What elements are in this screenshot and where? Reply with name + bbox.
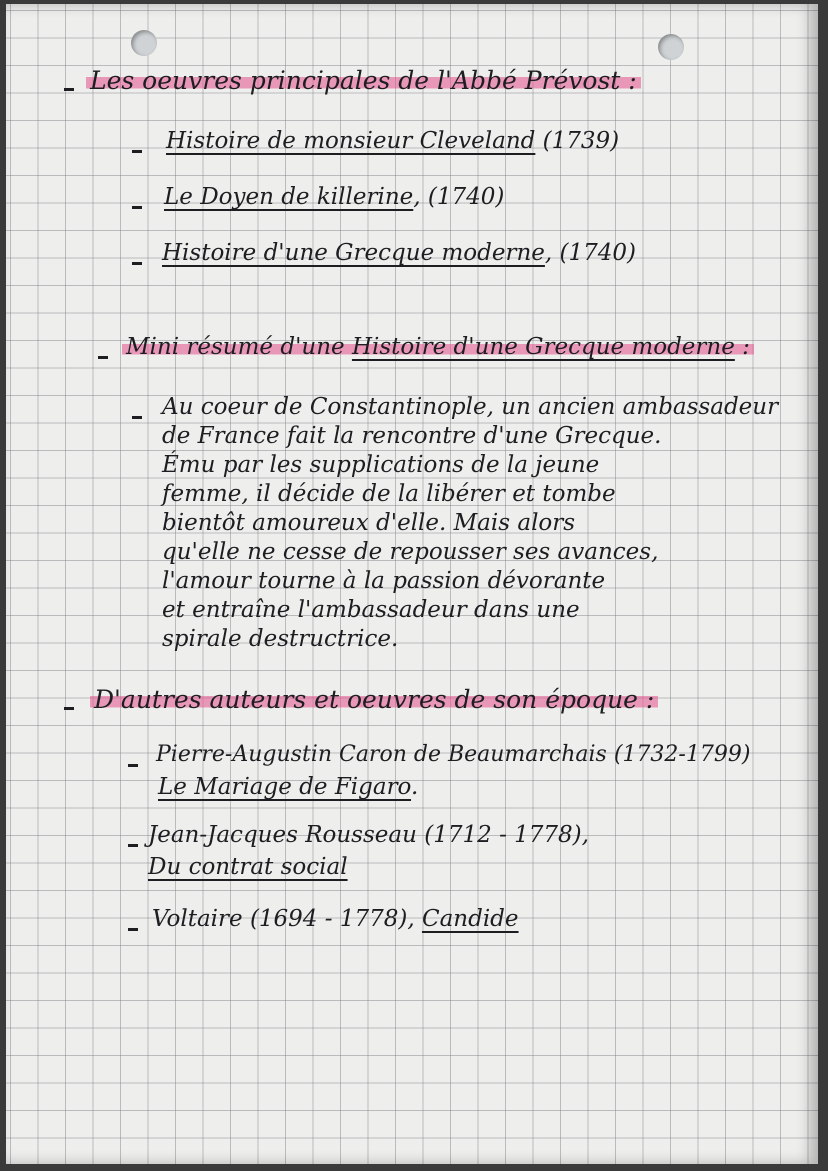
- bullet-dash: [98, 356, 108, 359]
- work-date: (1739): [542, 128, 620, 154]
- bullet-dash: [128, 928, 138, 931]
- bullet-dash: [132, 416, 142, 419]
- summary-line: l'amour tourne à la passion dévorante: [162, 568, 606, 594]
- work-title: Le Doyen de killerine: [164, 184, 414, 210]
- author-entry: [152, 906, 519, 932]
- list-item: Histoire d'une Grecque moderne, (1740): [162, 240, 637, 266]
- author-name: Pierre-Augustin Caron de Beaumarchais: [156, 742, 607, 767]
- work-date: (1740): [559, 240, 637, 266]
- summary-line: qu'elle ne cesse de repousser ses avances,: [162, 539, 659, 565]
- summary-line: bientôt amoureux d'elle. Mais alors: [162, 510, 576, 536]
- notebook-page: [6, 4, 818, 1164]
- summary-line: femme, il décide de la libérer et tombe: [162, 481, 616, 507]
- bullet-dash: [132, 262, 142, 265]
- author-work-line: [148, 854, 348, 880]
- bullet-dash: [132, 150, 142, 153]
- summary-line: Ému par les supplications de la jeune: [162, 452, 600, 478]
- author-entry: [148, 822, 589, 848]
- author-name: Jean-Jacques Rousseau: [148, 822, 417, 848]
- bullet-dash: [128, 844, 138, 847]
- work-title: Histoire d'une Grecque moderne: [162, 240, 545, 266]
- author-dates: (1694 - 1778),: [249, 906, 415, 932]
- bullet-dash: [64, 88, 74, 91]
- list-item: [166, 128, 619, 154]
- author-work-line: Le Mariage de Figaro.: [158, 774, 419, 800]
- author-work: Candide: [421, 906, 519, 932]
- punch-hole-left: [131, 30, 157, 56]
- summary-line: et entraîne l'ambassadeur dans une: [162, 597, 580, 623]
- punch-hole-right: [658, 34, 684, 60]
- section-heading-works: Les oeuvres principales de l'Abbé Prévost :: [86, 66, 641, 95]
- author-work: Du contrat social: [148, 854, 348, 880]
- list-item: Le Doyen de killerine, (1740): [164, 184, 505, 210]
- author-dates: (1732-1799): [613, 742, 751, 767]
- author-work: Le Mariage de Figaro: [158, 774, 411, 800]
- summary-line: spirale destructrice.: [162, 626, 399, 652]
- summary-line: Au coeur de Constantinople, un ancien ambassadeur: [162, 394, 779, 420]
- bullet-dash: [132, 206, 142, 209]
- author-dates: (1712 - 1778),: [424, 822, 589, 848]
- author-name: Voltaire: [152, 906, 243, 932]
- section-heading-summary: Mini résumé d'une Histoire d'une Grecque moderne :: [122, 334, 754, 360]
- work-date: (1740): [427, 184, 505, 210]
- summary-line: de France fait la rencontre d'une Grecque.: [162, 423, 662, 449]
- author-entry: [156, 742, 750, 767]
- bullet-dash: [128, 764, 138, 767]
- section-heading-authors: D'autres auteurs et oeuvres de son époque :: [90, 685, 658, 714]
- work-title: Histoire de monsieur Cleveland: [166, 128, 536, 154]
- bullet-dash: [64, 707, 74, 710]
